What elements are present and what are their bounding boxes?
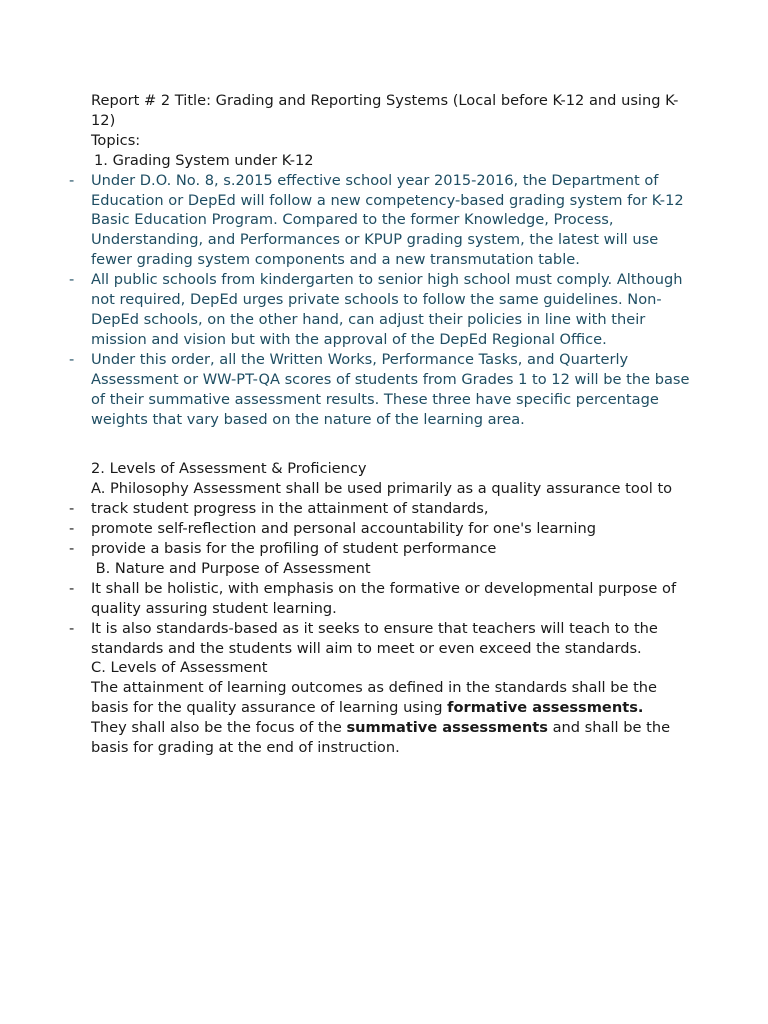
list-item: - It is also standards-based as it seeks to ensure that teachers will teach to the standards and the students will aim to meet or even exceed the standards.: [91, 619, 691, 659]
section2b-bullet-list: [91, 579, 691, 659]
emphasis-formative: formative assessments.: [447, 699, 644, 717]
paragraph-text: They shall also be the focus of the: [91, 719, 347, 737]
section1-bullet-list: [91, 171, 691, 430]
section2-heading: 2. Levels of Assessment & Proficiency: [91, 460, 367, 478]
topics-label: Topics:: [91, 131, 141, 149]
section2c-paragraph-2: [91, 718, 691, 758]
section2c-paragraph-1: [91, 678, 691, 718]
list-item: - Under this order, all the Written Works, Performance Tasks, and Quarterly Assessment or WW-PT-QA scores of students from Grades 1 to 12 will be the base of their summative assessment results. These three have specific percentage weights that vary based on the nature of the learning area.: [91, 350, 691, 430]
section2a-bullet-list: [91, 499, 691, 559]
list-item: - Under D.O. No. 8, s.2015 effective school year 2015-2016, the Department of Education or DepEd will follow a new competency-based grading system for K-12 Basic Education Program. Compared to the former Knowledge, Process, Understanding, and Performances or KPUP grading system, the latest will use fewer grading system components and a new transmutation table.: [91, 171, 691, 271]
list-item: - All public schools from kindergarten to senior high school must comply. Although not required, DepEd urges private schools to follow the same guidelines. Non-DepEd schools, on the other hand, can adjust their policies in line with their mission and vision but with the approval of the DepEd Regional Office.: [91, 270, 691, 350]
list-item: - promote self-reflection and personal accountability for one's learning: [91, 519, 691, 539]
list-item: - provide a basis for the profiling of student performance: [91, 539, 691, 559]
document-page: [91, 91, 691, 758]
section1-heading: 1. Grading System under K-12: [94, 151, 314, 169]
list-item: - track student progress in the attainment of standards,: [91, 499, 691, 519]
section2b-heading: B. Nature and Purpose of Assessment: [91, 559, 371, 577]
paragraph-text: and shall be the basis for grading at the end of instruction.: [91, 719, 675, 757]
report-title: Report # 2 Title: Grading and Reporting Systems (Local before K-12 and using K-12): [91, 92, 679, 129]
list-item: - It shall be holistic, with emphasis on the formative or developmental purpose of quality assuring student learning.: [91, 579, 691, 619]
emphasis-summative: summative assessments: [346, 719, 548, 737]
section2a-heading: A. Philosophy Assessment shall be used primarily as a quality assurance tool to: [91, 480, 673, 498]
section2c-heading: C. Levels of Assessment: [91, 659, 268, 677]
paragraph-text: The attainment of learning outcomes as defined in the standards shall be the basis for the quality assurance of learning using: [91, 679, 662, 717]
